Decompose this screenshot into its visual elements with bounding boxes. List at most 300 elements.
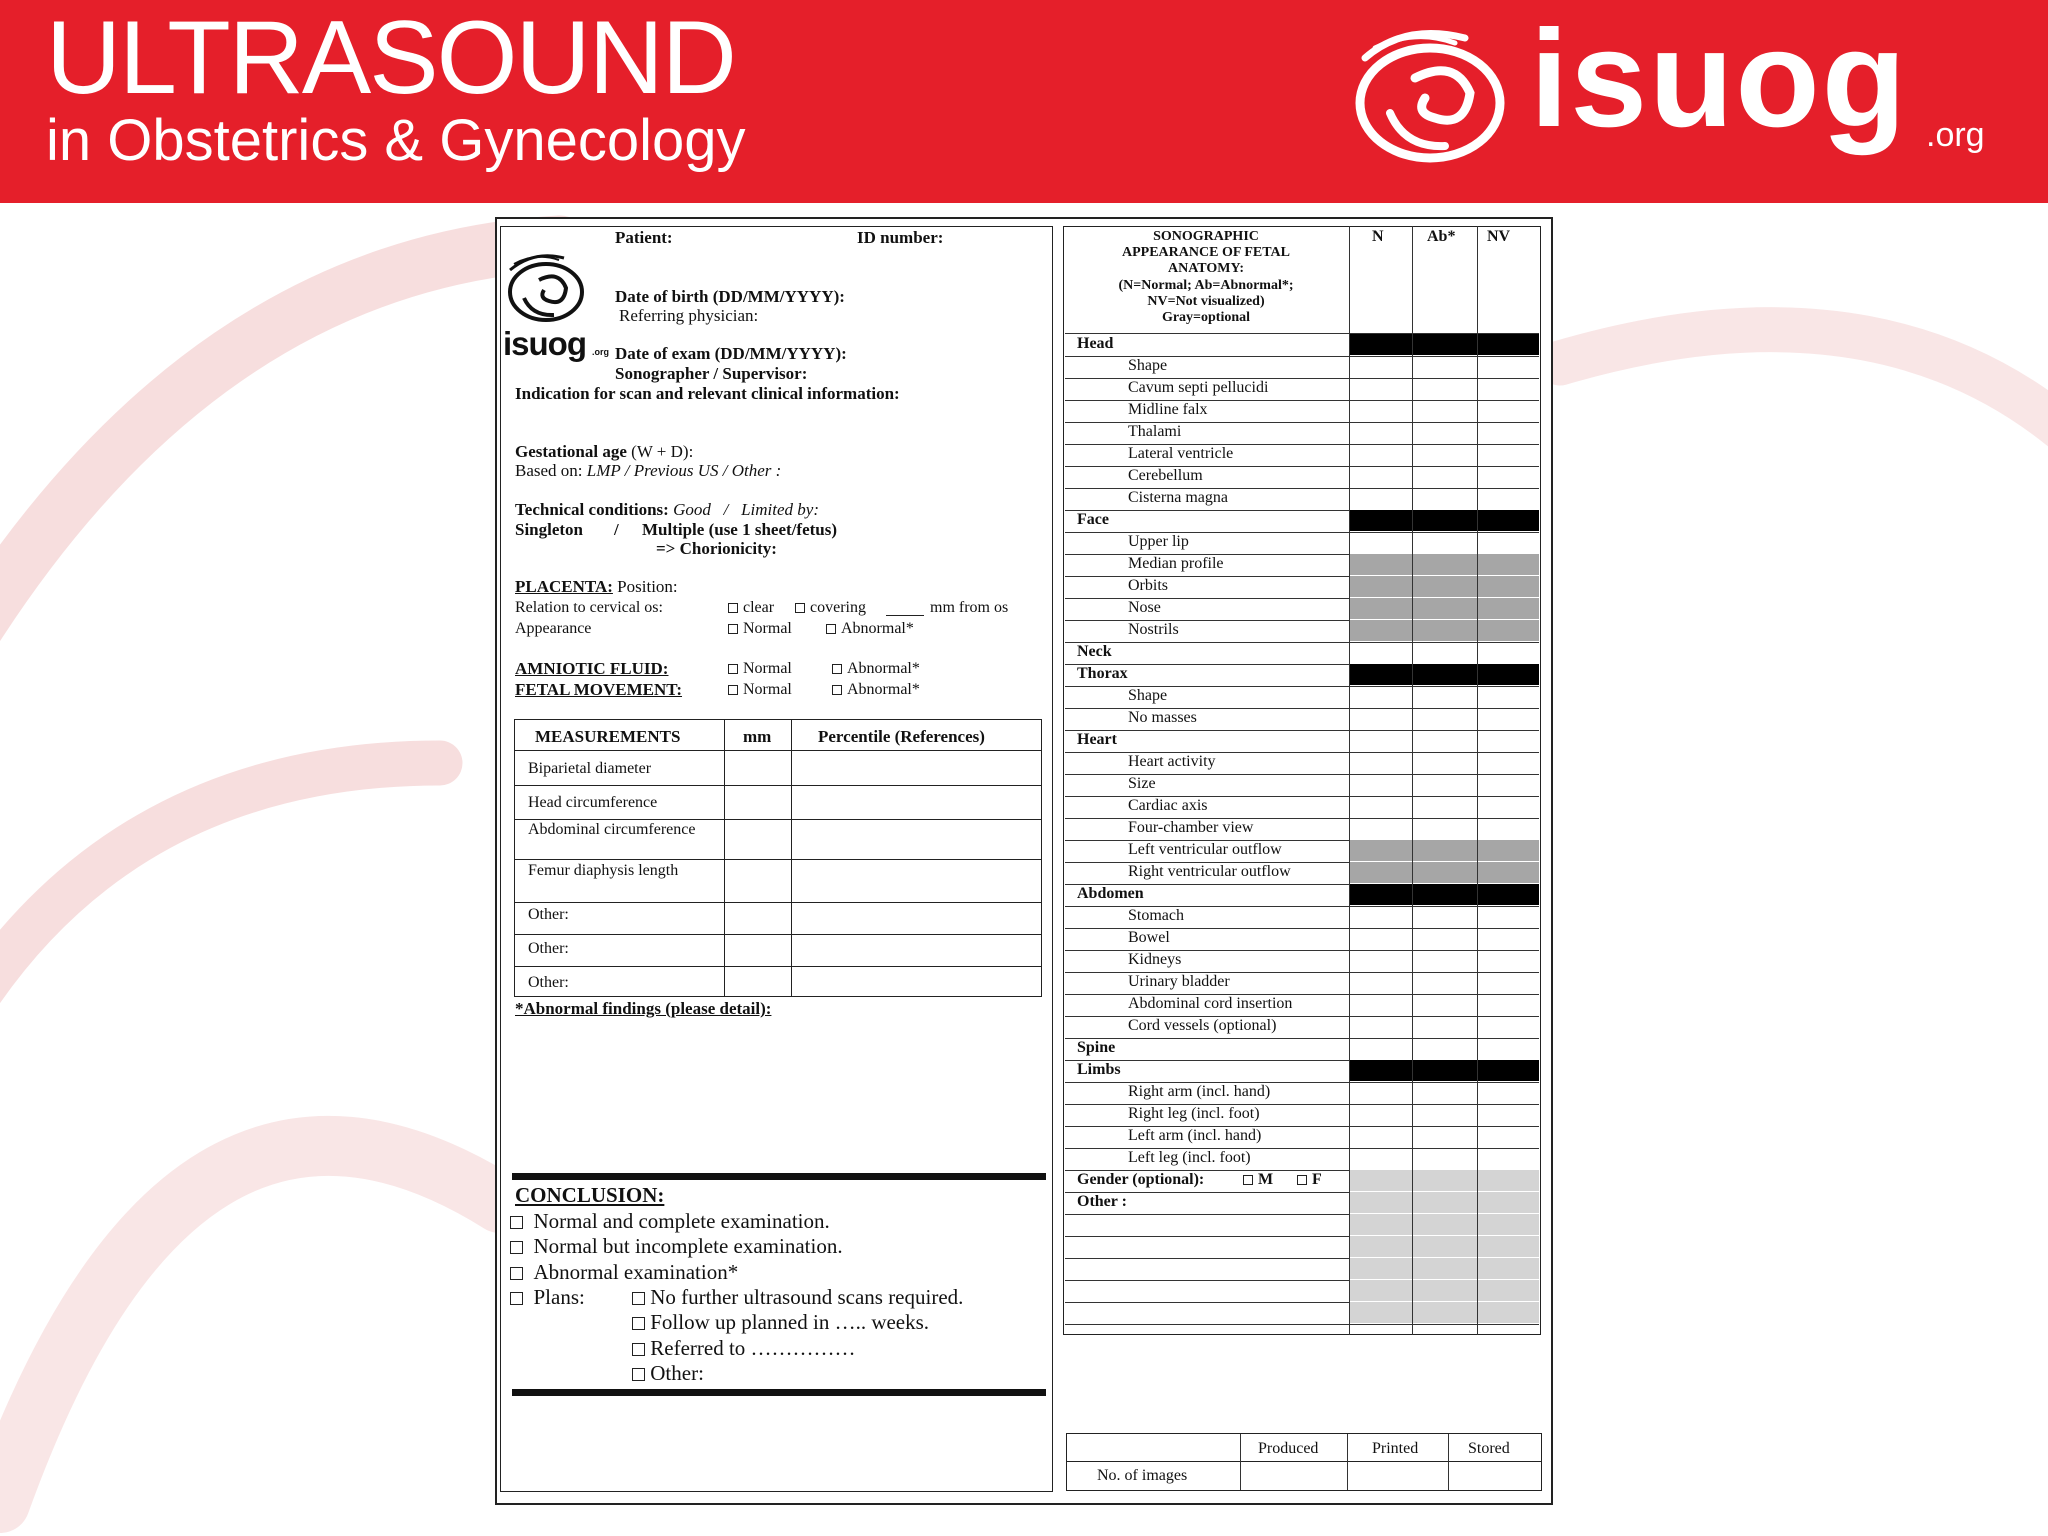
anatomy-row-label: Thorax: [1077, 665, 1128, 682]
amniotic-abnormal-checkbox[interactable]: [832, 664, 842, 674]
anatomy-row-label: Bowel: [1128, 929, 1170, 946]
anatomy-cell-ab[interactable]: [1412, 1038, 1477, 1059]
anatomy-cell-nv[interactable]: [1477, 488, 1539, 509]
anatomy-title: [1063, 229, 1349, 326]
anatomy-cell-n[interactable]: [1349, 510, 1412, 531]
conclusion-item-1[interactable]: [510, 1211, 830, 1232]
anatomy-row-label: Thalami: [1128, 423, 1182, 440]
anatomy-cell-n[interactable]: [1349, 1060, 1412, 1081]
anatomy-row: [1065, 906, 1539, 927]
col-header-n: N: [1372, 228, 1384, 245]
anatomy-cell-nv[interactable]: [1477, 862, 1539, 883]
anatomy-cell-nv[interactable]: [1477, 422, 1539, 443]
anatomy-cell-n[interactable]: [1349, 950, 1412, 971]
anatomy-cell-nv[interactable]: [1477, 334, 1539, 355]
anatomy-cell-ab[interactable]: [1412, 642, 1477, 663]
images-produced-cell[interactable]: [1241, 1462, 1347, 1490]
anatomy-cell-nv[interactable]: [1477, 730, 1539, 751]
anatomy-cell-n[interactable]: [1349, 1082, 1412, 1103]
table-row[interactable]: [515, 786, 1041, 820]
anatomy-cell-ab[interactable]: [1412, 378, 1477, 399]
anatomy-row: [1065, 774, 1539, 795]
meas-row-label: Other:: [528, 940, 569, 957]
anatomy-cell-ab[interactable]: [1412, 818, 1477, 839]
technical-label: Technical conditions:: [515, 500, 669, 519]
anatomy-row: [1065, 1038, 1539, 1059]
anatomy-cell-ab[interactable]: [1412, 444, 1477, 465]
conclusion-checkbox[interactable]: [510, 1216, 523, 1229]
anatomy-cell-ab[interactable]: [1412, 1192, 1477, 1213]
appearance-normal-checkbox[interactable]: [728, 624, 738, 634]
anatomy-row: [1065, 752, 1539, 773]
anatomy-row: [1065, 510, 1539, 531]
meas-row-label: Other:: [528, 906, 569, 923]
placenta-covering-option[interactable]: [795, 600, 866, 616]
anatomy-cell-n[interactable]: [1349, 598, 1412, 619]
amniotic-abnormal-option[interactable]: [832, 661, 920, 677]
anatomy-cell-ab[interactable]: [1412, 950, 1477, 971]
measurements-table: [514, 719, 1042, 997]
abnormal-findings-label: *Abnormal findings (please detail):: [515, 999, 772, 1018]
anatomy-cell-n[interactable]: [1349, 884, 1412, 905]
anatomy-cell-nv[interactable]: [1477, 620, 1539, 641]
anatomy-cell-n[interactable]: [1349, 730, 1412, 751]
tech-limited: Limited by:: [741, 500, 819, 519]
anatomy-row-label: Shape: [1128, 687, 1168, 704]
anatomy-cell-ab[interactable]: [1412, 1104, 1477, 1125]
movement-normal-checkbox[interactable]: [728, 685, 738, 695]
anatomy-cell-n[interactable]: [1349, 708, 1412, 729]
plan-option-1[interactable]: [632, 1287, 963, 1308]
anatomy-cell-nv[interactable]: [1477, 1192, 1539, 1213]
conclusion-checkbox[interactable]: [510, 1267, 523, 1280]
anatomy-row: [1065, 444, 1539, 465]
tech-slash: /: [723, 500, 729, 519]
anatomy-row: [1065, 1236, 1539, 1257]
anatomy-cell-nv[interactable]: [1477, 752, 1539, 773]
plan-checkbox[interactable]: [632, 1343, 645, 1356]
anatomy-cell-ab[interactable]: [1412, 576, 1477, 597]
anatomy-cell-n[interactable]: [1349, 378, 1412, 399]
anatomy-cell-nv[interactable]: [1477, 598, 1539, 619]
fetal-movement-label: FETAL MOVEMENT:: [515, 680, 683, 699]
anatomy-row: [1065, 356, 1539, 377]
appearance-normal-text: Normal: [743, 620, 792, 637]
anatomy-cell-ab[interactable]: [1412, 510, 1477, 531]
anatomy-cell-ab[interactable]: [1412, 1082, 1477, 1103]
anatomy-cell-n[interactable]: [1349, 1170, 1412, 1191]
anatomy-cell-ab[interactable]: [1412, 664, 1477, 685]
anatomy-cell-n[interactable]: [1349, 642, 1412, 663]
anatomy-cell-n[interactable]: [1349, 466, 1412, 487]
anatomy-col-divider: [1412, 226, 1413, 1335]
anatomy-cell-n[interactable]: [1349, 818, 1412, 839]
anatomy-cell-n[interactable]: [1349, 928, 1412, 949]
anatomy-cell-ab[interactable]: [1412, 862, 1477, 883]
anatomy-title-line: ANATOMY:: [1168, 261, 1244, 277]
anatomy-cell-n[interactable]: [1349, 752, 1412, 773]
gender-option[interactable]: [1297, 1172, 1322, 1188]
plan-checkbox[interactable]: [632, 1317, 645, 1330]
anatomy-cell-nv[interactable]: [1477, 356, 1539, 377]
anatomy-header: [1063, 226, 1541, 333]
images-table: [1066, 1433, 1542, 1491]
anatomy-row-label: Shape: [1128, 357, 1168, 374]
conclusion-item-text: Abnormal examination*: [533, 1260, 739, 1284]
anatomy-cell-n[interactable]: [1349, 840, 1412, 861]
anatomy-cell-nv[interactable]: [1477, 1214, 1539, 1235]
anatomy-row-label: Median profile: [1128, 555, 1224, 572]
anatomy-cell-ab[interactable]: [1412, 1214, 1477, 1235]
anatomy-cell-nv[interactable]: [1477, 818, 1539, 839]
anatomy-cell-nv[interactable]: [1477, 1258, 1539, 1279]
anatomy-title-line: Gray=optional: [1161, 310, 1251, 326]
anatomy-cell-n[interactable]: [1349, 1214, 1412, 1235]
anatomy-cell-ab[interactable]: [1412, 488, 1477, 509]
anatomy-cell-n[interactable]: [1349, 664, 1412, 685]
anatomy-cell-ab[interactable]: [1412, 1016, 1477, 1037]
anatomy-cell-ab[interactable]: [1412, 708, 1477, 729]
placenta-label: PLACENTA:: [515, 577, 613, 596]
anatomy-cell-n[interactable]: [1349, 356, 1412, 377]
anatomy-cell-ab[interactable]: [1412, 554, 1477, 575]
patient-label: Patient:: [615, 228, 673, 247]
anatomy-row-label: Cerebellum: [1128, 467, 1203, 484]
anatomy-cell-nv[interactable]: [1477, 378, 1539, 399]
anatomy-row-label: Cisterna magna: [1128, 489, 1228, 506]
plan-checkbox[interactable]: [632, 1368, 645, 1381]
amniotic-normal-option[interactable]: [728, 661, 792, 677]
anatomy-row-label: Lateral ventricle: [1128, 445, 1234, 462]
anatomy-cell-n[interactable]: [1349, 796, 1412, 817]
anatomy-cell-n[interactable]: [1349, 1280, 1412, 1301]
journal-title: ULTRASOUND: [46, 0, 735, 116]
brand-wordmark: isuog: [1530, 2, 1908, 156]
table-row[interactable]: [515, 860, 1041, 903]
anatomy-cell-nv[interactable]: [1477, 774, 1539, 795]
anatomy-cell-ab[interactable]: [1412, 422, 1477, 443]
anatomy-cell-n[interactable]: [1349, 532, 1412, 553]
anatomy-row: [1065, 1192, 1539, 1213]
clear-checkbox[interactable]: [728, 603, 738, 613]
isuog-small-logo-icon: [504, 250, 594, 325]
anatomy-cell-n[interactable]: [1349, 1104, 1412, 1125]
anatomy-cell-nv[interactable]: [1477, 642, 1539, 663]
anatomy-cell-nv[interactable]: [1477, 576, 1539, 597]
anatomy-cell-n[interactable]: [1349, 972, 1412, 993]
anatomy-cell-ab[interactable]: [1412, 686, 1477, 707]
conclusion-item-text: Normal but incomplete examination.: [533, 1234, 843, 1258]
movement-abnormal-text: Abnormal*: [847, 681, 920, 698]
anatomy-cell-nv[interactable]: [1477, 664, 1539, 685]
small-logo-suffix: .org: [592, 347, 609, 357]
images-printed-cell[interactable]: [1348, 1462, 1448, 1490]
covering-checkbox[interactable]: [795, 603, 805, 613]
anatomy-cell-nv[interactable]: [1477, 554, 1539, 575]
anatomy-cell-ab[interactable]: [1412, 730, 1477, 751]
anatomy-row-label: Left ventricular outflow: [1128, 841, 1282, 858]
anatomy-cell-n[interactable]: [1349, 1236, 1412, 1257]
anatomy-cell-ab[interactable]: [1412, 620, 1477, 641]
anatomy-cell-ab[interactable]: [1412, 1302, 1477, 1323]
anatomy-row-label: Kidneys: [1128, 951, 1182, 968]
anatomy-cell-ab[interactable]: [1412, 1280, 1477, 1301]
meas-row-label: Biparietal diameter: [528, 760, 652, 777]
anatomy-cell-ab[interactable]: [1412, 1258, 1477, 1279]
movement-abnormal-option[interactable]: [832, 682, 920, 698]
anatomy-cell-ab[interactable]: [1412, 796, 1477, 817]
anatomy-cell-n[interactable]: [1349, 400, 1412, 421]
anatomy-cell-ab[interactable]: [1412, 598, 1477, 619]
anatomy-cell-nv[interactable]: [1477, 884, 1539, 905]
anatomy-cell-n[interactable]: [1349, 1038, 1412, 1059]
based-on-options: LMP / Previous US / Other :: [586, 461, 782, 480]
anatomy-row: [1065, 994, 1539, 1015]
conclusion-top-rule: [512, 1173, 1046, 1180]
dob-text: Date of birth (DD/MM/YYYY):: [615, 287, 845, 306]
anatomy-cell-n[interactable]: [1349, 422, 1412, 443]
conclusion-title: CONCLUSION:: [515, 1183, 665, 1207]
anatomy-cell-nv[interactable]: [1477, 1126, 1539, 1147]
anatomy-row: [1065, 1258, 1539, 1279]
anatomy-cell-n[interactable]: [1349, 488, 1412, 509]
anatomy-cell-ab[interactable]: [1412, 994, 1477, 1015]
conclusion-item-3[interactable]: [510, 1262, 738, 1283]
appearance-abnormal-option[interactable]: [826, 621, 914, 637]
anatomy-row: [1065, 708, 1539, 729]
anatomy-row: [1065, 1126, 1539, 1147]
anatomy-cell-nv[interactable]: [1477, 466, 1539, 487]
anatomy-cell-ab[interactable]: [1412, 1148, 1477, 1169]
table-row[interactable]: [515, 820, 1041, 860]
plan-text: Referred to ……………: [650, 1336, 856, 1360]
anatomy-cell-nv[interactable]: [1477, 1280, 1539, 1301]
anatomy-cell-nv[interactable]: [1477, 686, 1539, 707]
anatomy-cell-ab[interactable]: [1412, 334, 1477, 355]
appearance-normal-option[interactable]: [728, 621, 792, 637]
anatomy-cell-ab[interactable]: [1412, 884, 1477, 905]
anatomy-cell-ab[interactable]: [1412, 840, 1477, 861]
sonographer-label: Sonographer / Supervisor:: [615, 364, 808, 383]
anatomy-cell-ab[interactable]: [1412, 356, 1477, 377]
conclusion-checkbox[interactable]: [510, 1241, 523, 1254]
anatomy-col-divider: [1349, 226, 1350, 1335]
ga-label: Gestational age: [515, 442, 627, 461]
anatomy-cell-nv[interactable]: [1477, 532, 1539, 553]
anatomy-cell-n[interactable]: [1349, 994, 1412, 1015]
anatomy-cell-n[interactable]: [1349, 774, 1412, 795]
images-row-label: No. of images: [1097, 1467, 1188, 1484]
anatomy-row: [1065, 334, 1539, 355]
anatomy-row-label: Cardiac axis: [1128, 797, 1208, 814]
anatomy-cell-ab[interactable]: [1412, 928, 1477, 949]
anatomy-cell-n[interactable]: [1349, 554, 1412, 575]
abnormal-findings-area[interactable]: [512, 1022, 1046, 1170]
anatomy-cell-nv[interactable]: [1477, 950, 1539, 971]
table-row[interactable]: [515, 935, 1041, 967]
plans-row[interactable]: [510, 1287, 585, 1308]
meas-row-label: Femur diaphysis length: [528, 862, 679, 879]
plans-checkbox[interactable]: [510, 1292, 523, 1305]
anatomy-cell-n[interactable]: [1349, 686, 1412, 707]
anatomy-cell-nv[interactable]: [1477, 1148, 1539, 1169]
anatomy-row: [1065, 1082, 1539, 1103]
gender-option[interactable]: [1243, 1172, 1273, 1188]
brand-suffix: .org: [1926, 116, 1985, 154]
anatomy-cell-nv[interactable]: [1477, 994, 1539, 1015]
anatomy-row-label: No masses: [1128, 709, 1197, 726]
table-row[interactable]: [515, 903, 1041, 935]
mm-blank-line[interactable]: [886, 615, 924, 616]
anatomy-cell-nv[interactable]: [1477, 1038, 1539, 1059]
plan-option-3[interactable]: [632, 1338, 856, 1359]
anatomy-cell-n[interactable]: [1349, 620, 1412, 641]
anatomy-row-label: Stomach: [1128, 907, 1184, 924]
anatomy-row: [1065, 576, 1539, 597]
gender-text: F: [1312, 1171, 1322, 1188]
referring-label: Referring physician:: [619, 306, 759, 325]
amniotic-abnormal-text: Abnormal*: [847, 660, 920, 677]
appearance-label: Appearance: [515, 620, 592, 637]
anatomy-cell-nv[interactable]: [1477, 400, 1539, 421]
placenta-clear-option[interactable]: [728, 600, 774, 616]
table-row[interactable]: [515, 967, 1041, 998]
movement-normal-option[interactable]: [728, 682, 792, 698]
anatomy-row-label: Neck: [1077, 643, 1112, 660]
anatomy-row: [1065, 1214, 1539, 1235]
conclusion-bottom-rule: [512, 1389, 1046, 1396]
appearance-abnormal-checkbox[interactable]: [826, 624, 836, 634]
plan-option-2[interactable]: [632, 1312, 929, 1333]
anatomy-cell-ab[interactable]: [1412, 1236, 1477, 1257]
anatomy-cell-n[interactable]: [1349, 1192, 1412, 1213]
placenta-position: Position:: [617, 577, 678, 596]
amniotic-normal-checkbox[interactable]: [728, 664, 738, 674]
anatomy-row: [1065, 972, 1539, 993]
anatomy-row: [1065, 488, 1539, 509]
anatomy-cell-nv[interactable]: [1477, 972, 1539, 993]
anatomy-cell-nv[interactable]: [1477, 708, 1539, 729]
anatomy-row-label: Spine: [1077, 1039, 1116, 1056]
anatomy-cell-nv[interactable]: [1477, 928, 1539, 949]
anatomy-cell-n[interactable]: [1349, 576, 1412, 597]
movement-abnormal-checkbox[interactable]: [832, 685, 842, 695]
anatomy-cell-nv[interactable]: [1477, 1060, 1539, 1081]
anatomy-row-label: Gender (optional):: [1077, 1171, 1205, 1188]
anatomy-cell-ab[interactable]: [1412, 906, 1477, 927]
anatomy-row: [1065, 1016, 1539, 1037]
anatomy-title-line: (N=Normal; Ab=Abnormal*;: [1118, 277, 1294, 293]
anatomy-row: [1065, 796, 1539, 817]
anatomy-cell-ab[interactable]: [1412, 752, 1477, 773]
anatomy-row-label: Size: [1128, 775, 1156, 792]
anatomy-row: [1065, 818, 1539, 839]
ga-row: [515, 443, 693, 460]
conclusion-item-2[interactable]: [510, 1236, 843, 1257]
anatomy-cell-nv[interactable]: [1477, 1302, 1539, 1323]
anatomy-cell-ab[interactable]: [1412, 1170, 1477, 1191]
isuog-logo-icon: [1345, 18, 1515, 168]
anatomy-cell-n[interactable]: [1349, 444, 1412, 465]
small-logo-text: isuog: [503, 325, 586, 362]
plan-text: Follow up planned in ….. weeks.: [650, 1310, 930, 1334]
gender-checkbox[interactable]: [1243, 1175, 1253, 1185]
anatomy-row: [1065, 884, 1539, 905]
anatomy-row: [1065, 1170, 1539, 1191]
anatomy-row-rule: [1065, 1324, 1539, 1325]
meas-row-label: Other:: [528, 974, 569, 991]
anatomy-cell-n[interactable]: [1349, 862, 1412, 883]
anatomy-cell-nv[interactable]: [1477, 1082, 1539, 1103]
date-exam-label: Date of exam (DD/MM/YYYY):: [615, 344, 847, 363]
col-header-nv: NV: [1487, 228, 1511, 245]
anatomy-row-label: Left arm (incl. hand): [1128, 1127, 1262, 1144]
meas-row-label: Abdominal circumference: [528, 821, 696, 838]
anatomy-cell-nv[interactable]: [1477, 840, 1539, 861]
anatomy-cell-nv[interactable]: [1477, 1236, 1539, 1257]
anatomy-row: [1065, 1104, 1539, 1125]
anatomy-cell-n[interactable]: [1349, 1016, 1412, 1037]
based-on-label: Based on:: [515, 461, 583, 480]
anatomy-cell-n[interactable]: [1349, 1302, 1412, 1323]
placenta-row: [515, 578, 678, 595]
anatomy-cell-ab[interactable]: [1412, 1060, 1477, 1081]
conclusion-item-text: Normal and complete examination.: [533, 1209, 830, 1233]
anatomy-cell-nv[interactable]: [1477, 1104, 1539, 1125]
meas-row-label: Head circumference: [528, 794, 658, 811]
anatomy-cell-ab[interactable]: [1412, 972, 1477, 993]
journal-subtitle: in Obstetrics & Gynecology: [46, 108, 746, 173]
anatomy-cell-n[interactable]: [1349, 1148, 1412, 1169]
gender-checkbox[interactable]: [1297, 1175, 1307, 1185]
singleton-label: Singleton: [515, 520, 584, 539]
images-stored-cell[interactable]: [1449, 1462, 1541, 1490]
anatomy-cell-nv[interactable]: [1477, 1016, 1539, 1037]
mm-from-os-label: mm from os: [930, 599, 1009, 616]
anatomy-cell-ab[interactable]: [1412, 532, 1477, 553]
anatomy-row: [1065, 928, 1539, 949]
anatomy-cell-nv[interactable]: [1477, 1170, 1539, 1191]
plan-text: Other:: [650, 1361, 704, 1385]
anatomy-cell-nv[interactable]: [1477, 510, 1539, 531]
images-header-printed: Printed: [1372, 1440, 1419, 1457]
technical-row: [515, 501, 819, 518]
anatomy-row-label: Other :: [1077, 1193, 1127, 1210]
anatomy-cell-n[interactable]: [1349, 1126, 1412, 1147]
plan-checkbox[interactable]: [632, 1292, 645, 1305]
anatomy-row-label: Upper lip: [1128, 533, 1189, 550]
anatomy-cell-n[interactable]: [1349, 1258, 1412, 1279]
table-row[interactable]: [515, 751, 1041, 786]
anatomy-row-label: Limbs: [1077, 1061, 1121, 1078]
anatomy-cell-n[interactable]: [1349, 906, 1412, 927]
anatomy-cell-ab[interactable]: [1412, 1126, 1477, 1147]
anatomy-cell-nv[interactable]: [1477, 444, 1539, 465]
anatomy-row-label: Cord vessels (optional): [1128, 1017, 1277, 1034]
anatomy-col-divider: [1477, 226, 1478, 1335]
anatomy-cell-ab[interactable]: [1412, 774, 1477, 795]
anatomy-row: [1065, 664, 1539, 685]
plan-option-4[interactable]: [632, 1363, 704, 1384]
anatomy-row-label: Cavum septi pellucidi: [1128, 379, 1269, 396]
anatomy-cell-n[interactable]: [1349, 334, 1412, 355]
anatomy-row-label: Heart: [1077, 731, 1117, 748]
anatomy-cell-ab[interactable]: [1412, 466, 1477, 487]
anatomy-cell-nv[interactable]: [1477, 906, 1539, 927]
images-header-produced: Produced: [1258, 1440, 1319, 1457]
anatomy-cell-nv[interactable]: [1477, 796, 1539, 817]
anatomy-cell-ab[interactable]: [1412, 400, 1477, 421]
